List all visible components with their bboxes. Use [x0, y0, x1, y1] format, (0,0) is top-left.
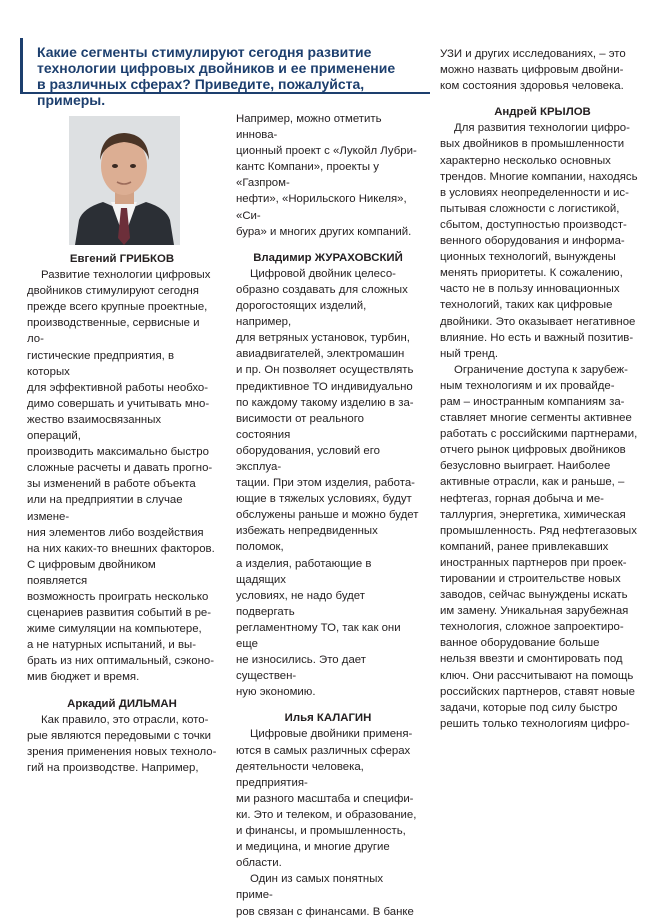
text-line: характерно несколько основных [440, 154, 611, 167]
text-line: предиктивное ТО индивидуально [236, 380, 413, 393]
text-line: жиме симуляции на компьютере, [27, 623, 202, 636]
text-line: ную экономию. [236, 686, 316, 699]
answer-paragraph [440, 46, 645, 94]
answer-paragraph [236, 111, 420, 240]
text-line: таллургия, энергетика, химическая [440, 508, 626, 521]
text-line: технологий, таких как цифровые [440, 299, 613, 312]
text-line: решить только технологиям цифро- [440, 717, 630, 730]
text-line: образно создавать для сложных [236, 283, 408, 296]
text-line: пытывая сложности с логистикой, [440, 202, 620, 215]
text-line: трендов. Многие компании, находясь [440, 170, 638, 183]
text-line: не износились. Это дает существен- [236, 654, 366, 683]
text-line: и финансы, и промышленность, [236, 825, 406, 838]
text-line: нельзя ввезти и смонтировать под [440, 653, 623, 666]
text-line: ционный проект с «Лукойл Лубри- [236, 145, 417, 158]
text-line: им замену. Уникальная зарубежная [440, 605, 629, 618]
text-line: ванное оборудование больше [440, 637, 600, 650]
text-line: жество взаимосвязанных операций, [27, 413, 162, 443]
text-line: условиях, не надо будет подвергать [236, 589, 365, 618]
text-line: или на предприятии в случае измене- [27, 494, 183, 523]
text-line: для ветряных установок, турбин, [236, 332, 410, 345]
answer-paragraph [236, 726, 420, 871]
text-line: мив бюджет и время. [27, 671, 140, 684]
text-line: УЗИ и других исследованиях, – это [440, 48, 626, 60]
text-line: и пр. Он позволяет осуществлять [236, 364, 414, 377]
text-line: Как правило, это отрасли, кото- [41, 713, 209, 726]
text-line: ки. Это и телеком, и образование, [236, 808, 417, 821]
column-middle [236, 111, 420, 920]
text-line: можно назвать цифровым двойни- [440, 64, 624, 77]
text-line: на них каких-то внешних факторов. [27, 542, 215, 555]
text-line: регламентному ТО, так как они еще [236, 621, 401, 650]
text-line: сбытом, доступностью производст- [440, 218, 627, 231]
text-line: венного оборудования и информа- [440, 235, 625, 248]
text-line: и медицина, и многие другие [236, 841, 390, 854]
text-line: Цифровые двойники применя- [250, 728, 413, 741]
column-right [440, 46, 645, 732]
answer-paragraph [236, 871, 420, 919]
text-line: отчего рынок цифровых двойников [440, 444, 626, 457]
text-line: производить максимально быстро [27, 446, 209, 459]
text-line: ющие в тяжелых условиях, будут [236, 493, 412, 506]
text-line: в условиях неопределенности и ис- [440, 186, 629, 199]
text-line: обслужены раньше и можно будет [236, 509, 419, 522]
text-line: по каждому такому изделию в за- [236, 396, 414, 409]
text-line: Цифровой двойник целесо- [250, 267, 396, 280]
text-line: менять приоритеты. К сожалению, [440, 267, 623, 280]
text-line: кантс Компани», проекты у «Газпром- [236, 161, 379, 190]
text-line: ком состояния здоровья человека. [440, 80, 624, 93]
text-line: промышленность. Ряд нефтегазовых [440, 524, 637, 537]
question-heading [20, 38, 430, 108]
text-line: активные отрасли, как и раньше, – [440, 476, 625, 489]
text-line: заводов, сейчас вынуждены искать [440, 589, 628, 602]
text-line: области. [236, 857, 282, 870]
answer-paragraph [440, 120, 645, 361]
answer-paragraph [236, 266, 420, 701]
text-line: компаний, ранее привлекавших [440, 540, 609, 553]
text-line: задачи, которые под силу быстро [440, 701, 618, 714]
text-line: рые являются передовыми с точки [27, 729, 212, 742]
text-line: производственные, сервисные и ло- [27, 317, 200, 346]
column-gribkov [27, 251, 217, 776]
text-line: ционных технологий, вынуждены [440, 251, 616, 264]
text-line: Развитие технологии цифровых [41, 269, 211, 282]
text-line: российских партнеров, ставят новые [440, 685, 635, 698]
answer-paragraph [440, 362, 645, 732]
text-line: ключ. Они рассчитывают на помощь [440, 669, 634, 682]
portrait-icon [69, 116, 180, 245]
text-line: сценариев развития событий в ре- [27, 607, 212, 620]
text-line: рам – иностранным компаниям за- [440, 395, 625, 408]
text-line: ния элементов либо воздействия [27, 526, 204, 539]
speaker-name: Евгений ГРИБКОВ [69, 253, 175, 265]
text-line: оборудования, условий его эксплуа- [236, 444, 380, 473]
text-line: ми разного масштаба и специфи- [236, 792, 414, 805]
text-line: прежде всего крупные проектные, [27, 301, 208, 314]
text-line: ются в самых различных сферах [236, 744, 411, 757]
answer-paragraph [27, 267, 217, 685]
text-line: гистические предприятия, в которых [27, 349, 174, 378]
portrait-photo [69, 116, 180, 245]
text-line: влияние. Но есть и важный позитив- [440, 331, 634, 344]
text-line: зрения применения новых техноло- [27, 745, 217, 758]
text-line: технология, сложное запроектиро- [440, 621, 624, 634]
text-line: вых двойников в промышленности [440, 138, 625, 151]
text-line: безусловно выиграет. Наиболее [440, 460, 611, 473]
text-line: а не натурных испытаний, и вы- [27, 639, 196, 652]
text-line: нефти», «Норильского Никеля», «Си- [236, 193, 407, 222]
text-line: ным технологиям и их провайде- [440, 379, 615, 392]
text-line: деятельности человека, предприятия- [236, 760, 364, 789]
text-line: Ограничение доступа к зарубеж- [454, 363, 628, 376]
text-line: тации. При этом изделия, работа- [236, 477, 415, 490]
speaker-name: Илья КАЛАГИН [284, 712, 372, 725]
text-line: возможность проиграть несколько [27, 590, 209, 603]
text-line: работать с российскими партнерами, [440, 428, 638, 441]
speaker-name: Владимир ЖУРАХОВСКИЙ [253, 251, 403, 264]
text-line: сложные расчеты и давать прогно- [27, 462, 213, 475]
text-line: ставляет многие сегменты активнее [440, 412, 632, 425]
text-line: авиадвигателей, электромашин [236, 348, 405, 361]
text-line: дорогостоящих изделий, например, [236, 300, 367, 329]
question-line: Какие сегменты стимулируют сегодня развитие [37, 44, 372, 60]
text-line: а изделия, работающие в щадящих [236, 557, 372, 586]
text-line: для эффективной работы необхо- [27, 381, 209, 394]
text-line: зы изменений в работе объекта [27, 478, 196, 491]
speaker-name: Андрей КРЫЛОВ [494, 106, 591, 119]
text-line: Один из самых понятных приме- [236, 873, 384, 902]
answer-paragraph [27, 712, 217, 776]
speaker-name: Аркадий ДИЛЬМАН [67, 697, 177, 710]
text-line: брать из них оптимальный, сэконо- [27, 655, 215, 668]
question-line: в различных сферах? Приведите, пожалуйста, примеры. [37, 76, 365, 108]
text-line: димо совершать и учитывать мно- [27, 397, 210, 410]
text-line: нефтегаз, горная добыча и ме- [440, 492, 604, 505]
text-line: двойники. Это оказывает негативное [440, 315, 636, 328]
text-line: иностранных партнеров при проек- [440, 556, 627, 569]
text-line: висимости от реального состояния [236, 412, 364, 441]
text-line: ров связан с финансами. В банке [236, 905, 414, 918]
text-line: избежать непредвиденных поломок, [236, 525, 378, 554]
text-line: часто не в пользу инновационных [440, 283, 620, 296]
question-line: технологии цифровых двойников и ее применение [37, 60, 396, 76]
text-line: гий на производстве. Например, [27, 761, 199, 774]
text-line: Например, можно отметить иннова- [236, 113, 382, 142]
text-line: С цифровым двойником появляется [27, 558, 156, 587]
text-line: двойников стимулируют сегодня [27, 285, 199, 298]
text-line: ный тренд. [440, 347, 498, 360]
text-line: Для развития технологии цифро- [454, 122, 630, 135]
text-line: бура» и многих других компаний. [236, 225, 412, 238]
text-line: тировании и строительстве новых [440, 573, 621, 585]
